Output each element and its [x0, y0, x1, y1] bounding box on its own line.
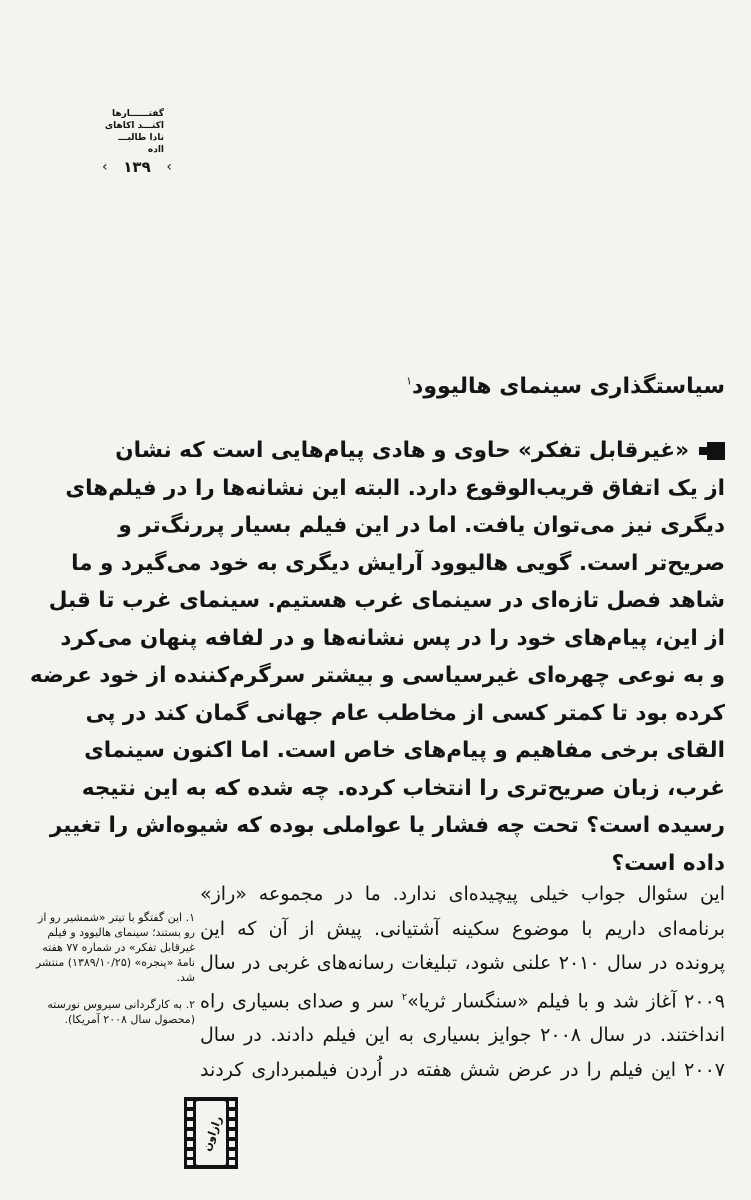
page-number-value: ۱۳۹ [123, 158, 151, 176]
paragraph-line: ۲۰۰۷ این فیلم را در عرض شش هفته در اُردن فیلمبرداری کردند [200, 1058, 725, 1081]
paragraph-line: و به نوعی چهره‌ای غیرسیاسی و بیشتر سرگرم‌کننده از خود عرضه [29, 663, 725, 689]
paragraph-line: برنامه‌ای داریم با موضوع سکینه آشتیانی. پیش از آن که این [200, 917, 725, 940]
section-heading [205, 374, 725, 399]
paragraph-line: شاهد فصل تازه‌ای در سینمای غرب هستیم. سینمای غرب تا قبل [48, 588, 725, 614]
paragraph-line: دیگری نیز می‌توان یافت. اما در این فیلم بسیار پررنگ‌تر و [118, 513, 725, 539]
film-strip-publisher-logo-icon [184, 1097, 238, 1169]
answer-paragraph [200, 877, 725, 1087]
heading-footnote-ref: ۱ [406, 374, 413, 388]
paragraph-line: کرده بود تا کمتر کسی از مخاطب عام جهانی گمان کند در پی [85, 700, 725, 726]
running-head [100, 108, 164, 156]
paragraph-line: ۲۰۰۹ آغاز شد و با فیلم «سنگسار ثریا»$^۲$ سر و صدای بسیاری راه [200, 989, 725, 1012]
footnotes [30, 910, 195, 1039]
running-head-line: گفتــــــارها [111, 109, 164, 119]
filled-square-bullet-icon [697, 432, 725, 470]
paragraph-line: صریح‌تر است. گویی هالیوود آرایش دیگری به خود می‌گیرد و ما [71, 550, 725, 576]
footnote-ref: ۲ [401, 991, 408, 1003]
paragraph-line: «غیرقابل تفکر» حاوی و هادی پیام‌هایی است که نشان [200, 432, 725, 470]
paragraph-line: از یک اتفاق قریب‌الوقوع دارد. البته این نشانه‌ها را در فیلم‌های [65, 475, 725, 501]
running-head-line: نادا طالبـــ ااده [118, 133, 164, 155]
footnote: ۲. به کارگردانی سیروس نورسته (محصول سال ۲۰۰۸ آمریکا). [47, 998, 195, 1026]
page-number [102, 158, 172, 176]
page-marker-left-icon: ‹ [102, 159, 108, 175]
paragraph-line: از این، پیام‌های خود را در پس نشانه‌ها و در لفافه پنهان می‌کرد [60, 625, 725, 651]
section-heading-text: سیاستگذاری سینمای هالیوود [412, 374, 725, 399]
footnote: ۱. این گفتگو با تیتر «شمشیر رو از رو بستند؛ سینمای هالیوود و فیلم غیرقابل تفکر» در شماره ۷۷ هفته نامهٔ «پنجره» (۱۳۸۹/۱۰/۲۵) منتشر شد. [35, 911, 195, 984]
paragraph-line: این سئوال جواب خیلی پیچیده‌ای ندارد. ما در مجموعه «راز» [200, 883, 725, 905]
paragraph-line: پرونده در سال ۲۰۱۰ علنی شود، تبلیغات رسانه‌های غربی در سال [200, 952, 726, 974]
paragraph-line: انداختند. در سال ۲۰۰۸ جوایز بسیاری به این فیلم دادند. در سال [200, 1024, 725, 1047]
paragraph-line: غرب، زبان صریح‌تری را انتخاب کرده. چه شده که به این نتیجه [81, 775, 725, 801]
page-marker-right-icon: ‹ [166, 159, 172, 175]
paragraph-line: داده است؟ [611, 850, 725, 876]
logo-text: رازاون [200, 1114, 225, 1153]
running-head-line: اکنـــد اکاهای [104, 121, 164, 131]
paragraph-line: القای برخی مفاهیم و پیام‌های خاص است. اما اکنون سینمای [84, 738, 725, 764]
question-paragraph [29, 432, 725, 882]
paragraph-line: رسیده است؟ تحت چه فشار یا عواملی بوده که شیوه‌اش را تغییر [49, 813, 725, 839]
